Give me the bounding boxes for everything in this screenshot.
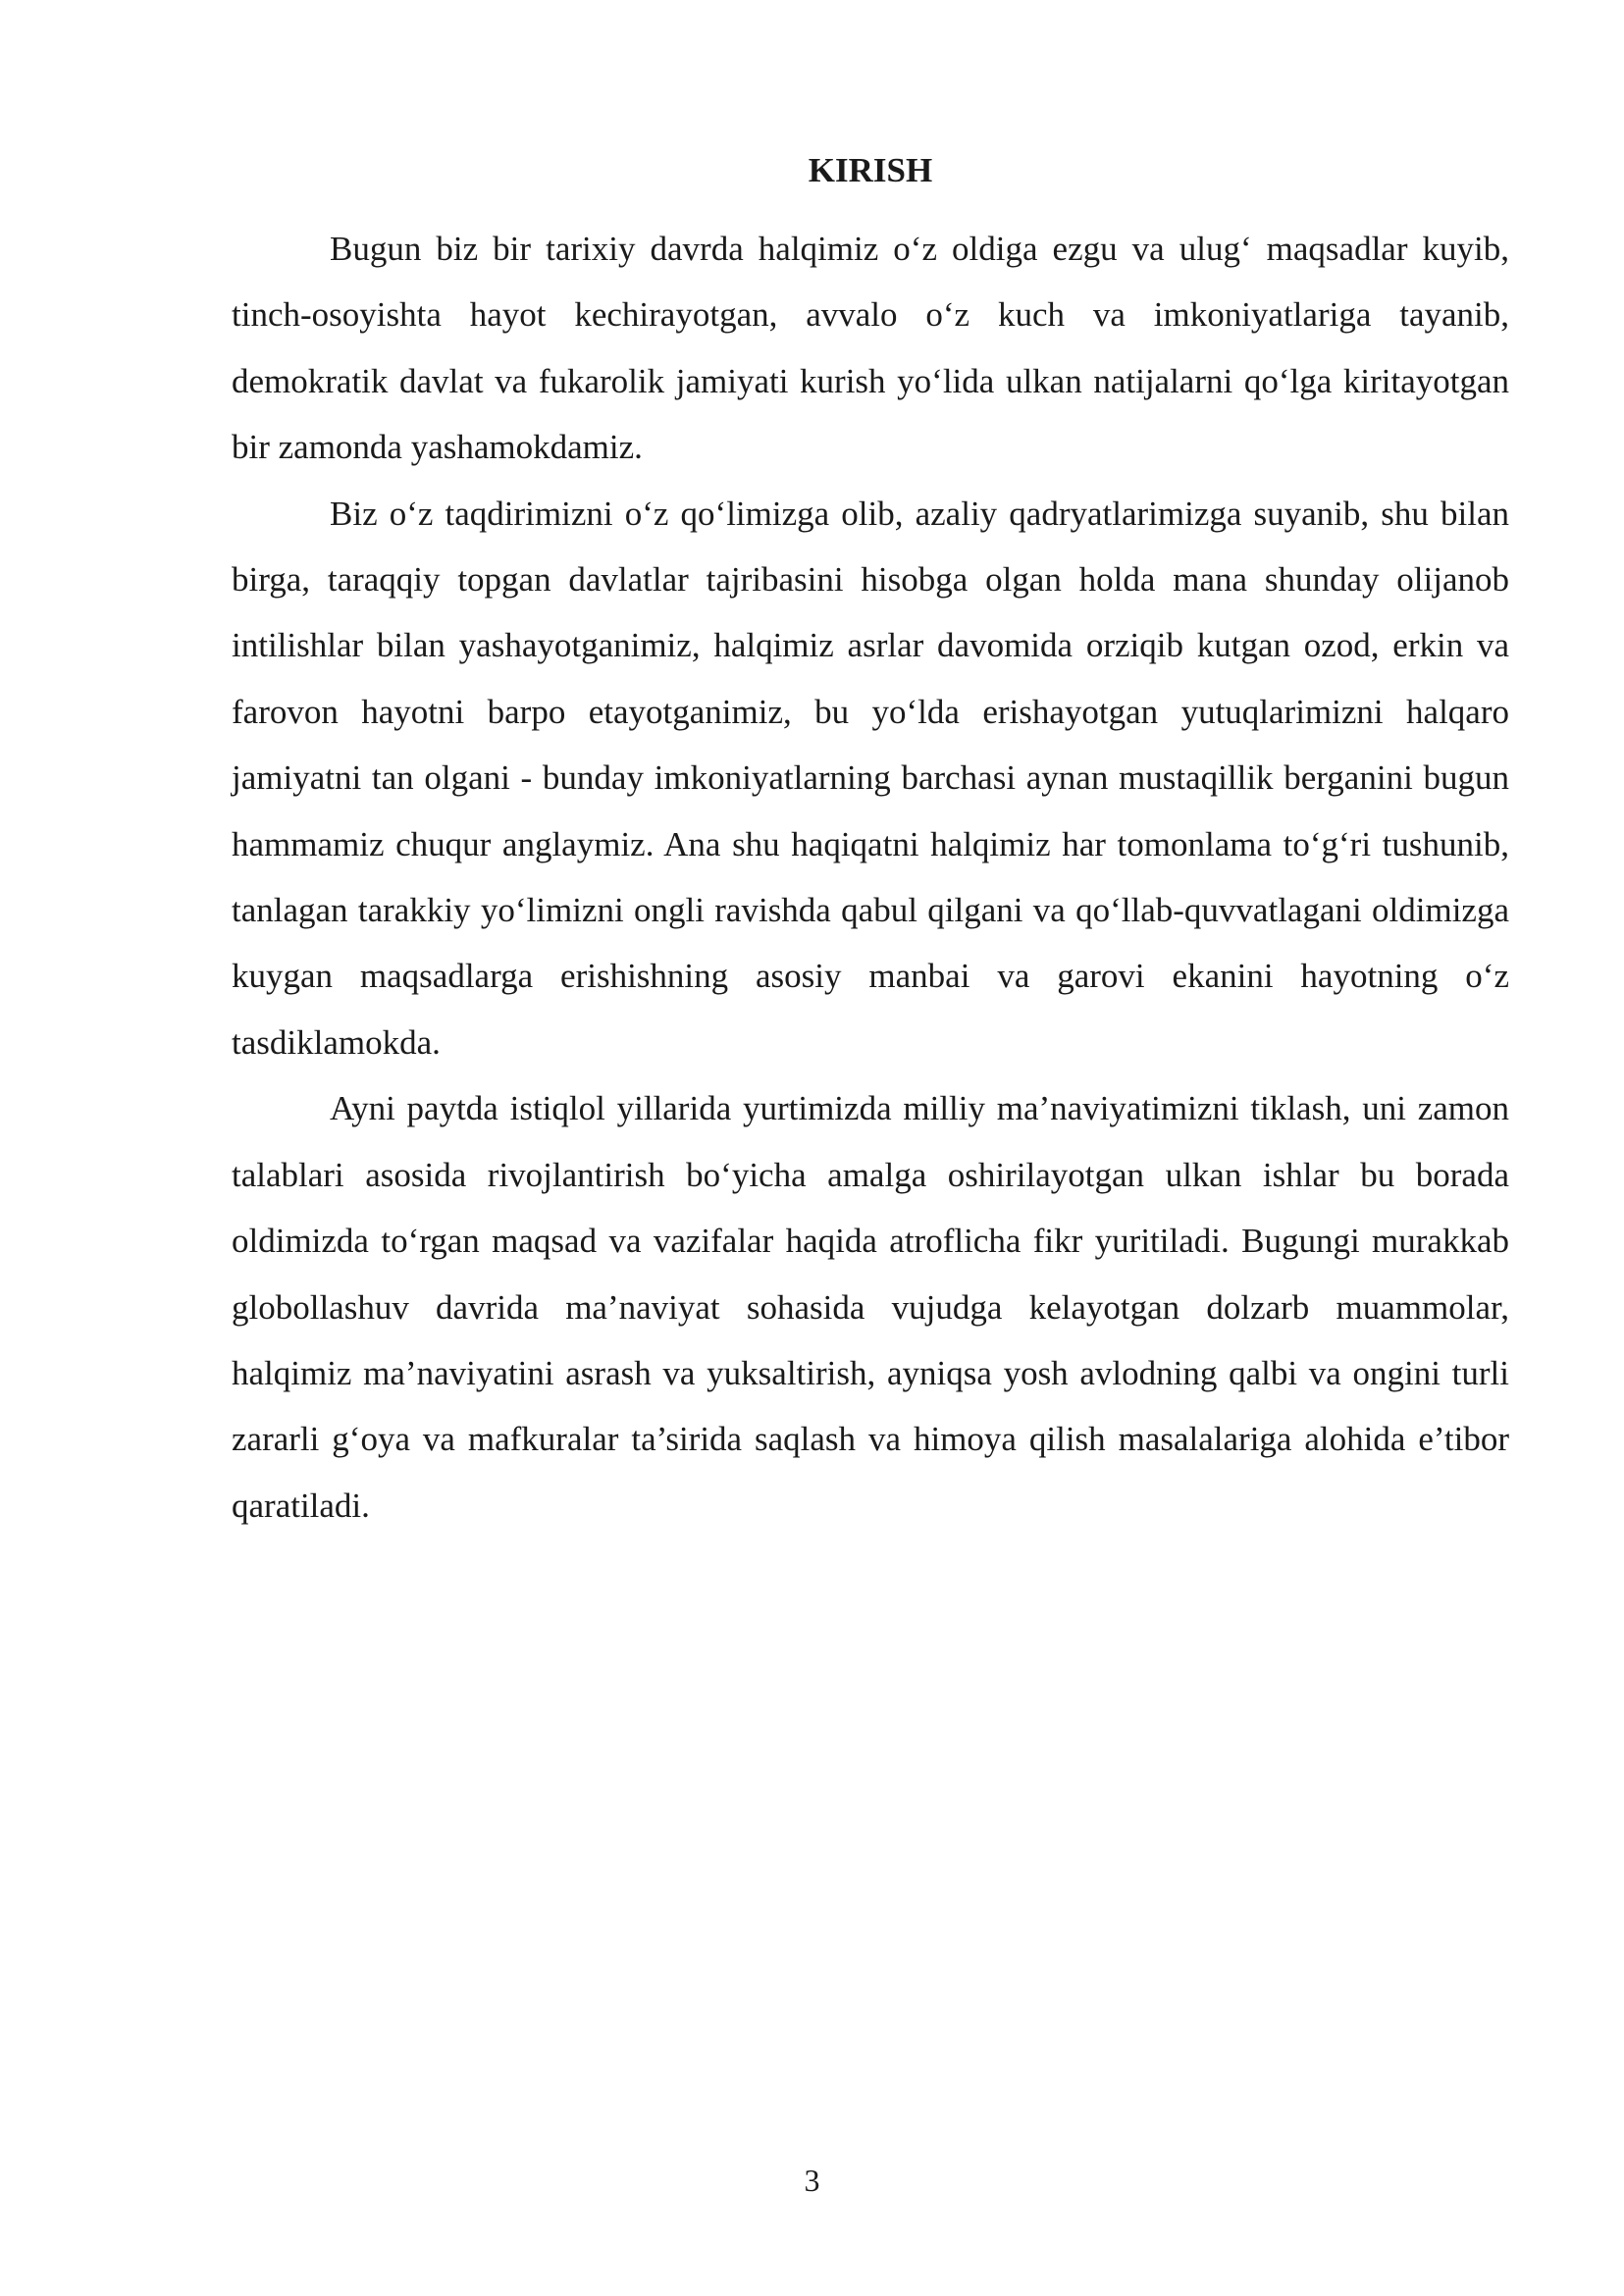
page-title: KIRISH: [808, 151, 933, 189]
paragraph-2: Biz o‘z taqdirimizni o‘z qo‘limizga olib, azaliy qadryatlarimizga suyanib, shu bilan birga, taraqqiy topgan davlatlar tajribasini hisobga olgan holda mana shunday olijanob intilishlar bilan yashayotganimiz, halqimiz asrlar davomida orziqib kutgan ozod, erkin va farovon hayotni barpo etayotganimiz, bu yo‘lda erishayotgan yutuqlarimizni halqaro jamiyatni tan olgani - bunday imkoniyatlarning barchasi aynan mustaqillik berganini bugun hammamiz chuqur anglaymiz. Ana shu haqiqatni halqimiz har tomonlama to‘g‘ri tushunib, tanlagan tarakkiy yo‘limizni ongli ravishda qabul qilgani va qo‘llab-quvvatlagani oldimizga kuygan maqsadlarga erishishning asosiy manbai va garovi ekanini hayotning o‘z tasdiklamokda.: [232, 494, 1509, 1062]
paragraph-3: Ayni paytda istiqlol yillarida yurtimizda milliy ma’naviyatimizni tiklash, uni zamon talablari asosida rivojlantirish bo‘yicha amalga oshirilayotgan ulkan ishlar bu borada oldimizda to‘rgan maqsad va vazifalar haqida atroflicha fikr yuritiladi. Bugungi murakkab globollashuv davrida ma’naviyat sohasida vujudga kelayotgan dolzarb muammolar, halqimiz ma’naviyatini asrash va yuksaltirish, ayniqsa yosh avlodning qalbi va ongini turli zararli g‘oya va mafkuralar ta’sirida saqlash va himoya qilish masalalariga alohida e’tibor qaratiladi.: [232, 1089, 1509, 1525]
body-text: [232, 216, 1509, 1539]
page-number: 3: [804, 2163, 820, 2198]
paragraph-1: Bugun biz bir tarixiy davrda halqimiz o‘z oldiga ezgu va ulug‘ maqsadlar kuyib, tinch-osoyishta hayot kechirayotgan, avvalo o‘z kuch va imkoniyatlariga tayanib, demokratik davlat va fukarolik jamiyati kurish yo‘lida ulkan natijalarni qo‘lga kiritayotgan bir zamonda yashamokdamiz.: [232, 230, 1509, 467]
